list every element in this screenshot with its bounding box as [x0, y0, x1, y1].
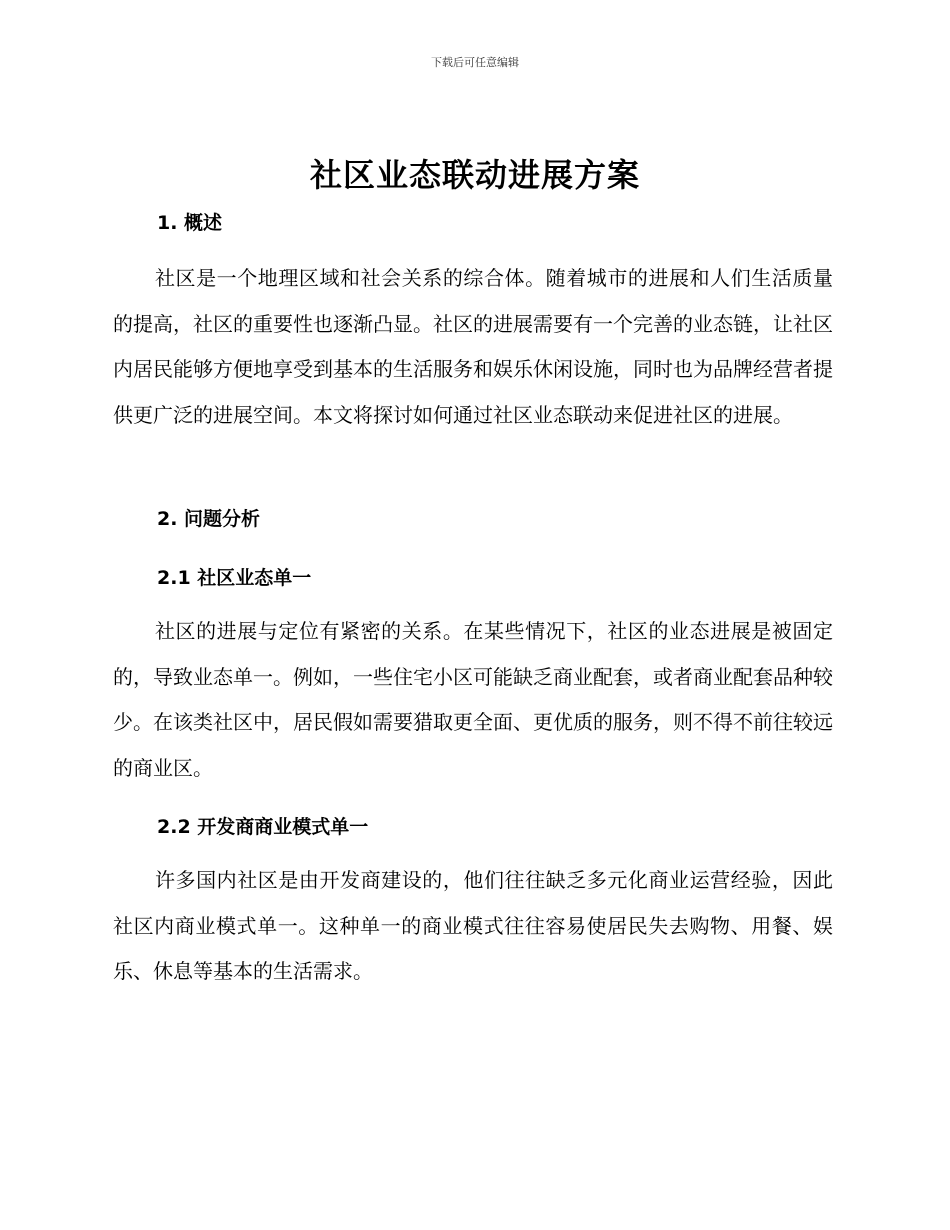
paragraph-developer-model: 许多国内社区是由开发商建设的，他们往往缺乏多元化商业运营经验，因此社区内商业模式单一。这种单一的商业模式往往容易使居民失去购物、用餐、娱乐、休息等基本的生活需求。: [113, 868, 833, 983]
section-heading-single-format: 2.1 社区业态单一: [157, 567, 312, 589]
section-heading-overview: 1. 概述: [157, 212, 223, 234]
paragraph-overview: 社区是一个地理区域和社会关系的综合体。随着城市的进展和人们生活质量的提高，社区的重要性也逐渐凸显。社区的进展需要有一个完善的业态链，让社区内居民能够方便地享受到基本的生活服务和娱乐休闲设施，同时也为品牌经营者提供更广泛的进展空间。本文将探讨如何通过社区业态联动来促进社区的进展。: [113, 266, 833, 427]
document-title: 社区业态联动进展方案: [309, 156, 640, 194]
paragraph-single-format: 社区的进展与定位有紧密的关系。在某些情况下，社区的业态进展是被固定的，导致业态单一。例如，一些住宅小区可能缺乏商业配套，或者商业配套品种较少。在该类社区中，居民假如需要猎取更全面、更优质的服务，则不得不前往较远的商业区。: [113, 619, 833, 780]
section-heading-developer-model: 2.2 开发商商业模式单一: [157, 816, 369, 838]
section-heading-problem-analysis: 2. 问题分析: [157, 508, 261, 530]
header-note: 下载后可任意编辑: [431, 56, 519, 69]
